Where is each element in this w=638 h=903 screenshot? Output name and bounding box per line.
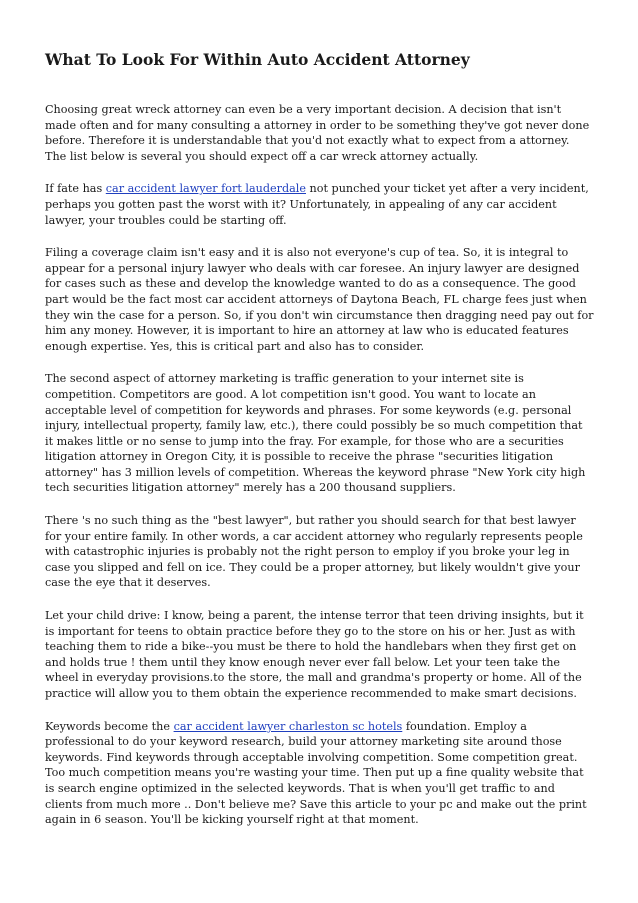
- paragraph-7-text-after: foundation. Employ a professional to do your keyword research, build your attorney marketing site around those keywords. Find keywords through acceptable involving competition. Some competition great. Too much competition means you're wasting your time. Then put up a fine quality website that is search engine optimized in the selected keywords. That is when you'll get traffic to and clients from much more .. Don't believe me? Save this article to your pc and make out the print again in 6 season. You'll be kicking yourself right at that moment.: [45, 719, 587, 827]
- paragraph-2-text-after: not punched your ticket yet after a very incident, perhaps you gotten past the worst with it? Unfortunately, in appealing of any car accident lawyer, your troubles could be starting off.: [45, 182, 589, 227]
- fort-lauderdale-lawyer-link[interactable]: car accident lawyer fort lauderdale: [105, 182, 306, 196]
- paragraph-5: There 's no such thing as the "best lawyer", but rather you should search for that best lawyer for your entire family. In other words, a car accident attorney who regularly represents people with catastrophic injuries is probably not the right person to employ if you broke your leg in case you slipped and fell on ice. They could be a proper attorney, but likely wouldn't give your case the eye that it deserves.: [45, 514, 583, 590]
- paragraph-3: Filing a coverage claim isn't easy and it is also not everyone's cup of tea. So, it is integral to appear for a personal injury lawyer who deals with car foresee. An injury lawyer are designed for cases such as these and develop the knowledge wanted to do as a consequence. The good part would be the fact most car accident attorneys of Daytona Beach, FL charge fees just when they win the case for a person. So, if you don't win circumstance then dragging need pay out for him any money. However, it is important to hire an attorney at law who is educated features enough expertise. Yes, this is critical part and also has to consider.: [45, 246, 594, 353]
- article-title: What To Look For Within Auto Accident Attorney: [45, 50, 470, 69]
- charleston-lawyer-link[interactable]: car accident lawyer charleston sc hotels: [173, 719, 403, 733]
- paragraph-2: [45, 181, 594, 228]
- paragraph-7: [45, 719, 594, 828]
- paragraph-2-text-before: If fate has: [45, 182, 106, 196]
- paragraph-1: Choosing great wreck attorney can even be a very important decision. A decision that isn't made often and for many consulting a attorney in order to be something they've got never done before. Therefore it is understandable that you'd not exactly what to expect from a attorney. The list below is several you should expect off a car wreck attorney actually.: [45, 103, 590, 163]
- paragraph-6: Let your child drive: I know, being a parent, the intense terror that teen driving insights, but it is important for teens to obtain practice before they go to the store on his or her. Just as with teaching them to ride a bike--you must be there to hold the handlebars when they first get on and holds true ! them until they know enough never ever fall below. Let your teen take the wheel in everyday provisions.to the store, the mall and grandma's property or home. All of the practice will allow you to them obtain the experience recommended to make smart decisions.: [45, 609, 584, 700]
- paragraph-7-text-before: Keywords become the: [45, 719, 174, 733]
- paragraph-4: The second aspect of attorney marketing is traffic generation to your internet site is competition. Competitors are good. A lot competition isn't good. You want to locate an acceptable level of competition for keywords and phrases. For some keywords (e.g. personal injury, intellectual property, family law, etc.), there could possibly be so much competition that it makes little or no sense to jump into the fray. For example, for those who are a securities litigation attorney in Oregon City, it is possible to receive the phrase "securities litigation attorney" has 3 million levels of competition. Whereas the keyword phrase "New York city high tech securities litigation attorney" merely has a 200 thousand suppliers.: [45, 372, 586, 495]
